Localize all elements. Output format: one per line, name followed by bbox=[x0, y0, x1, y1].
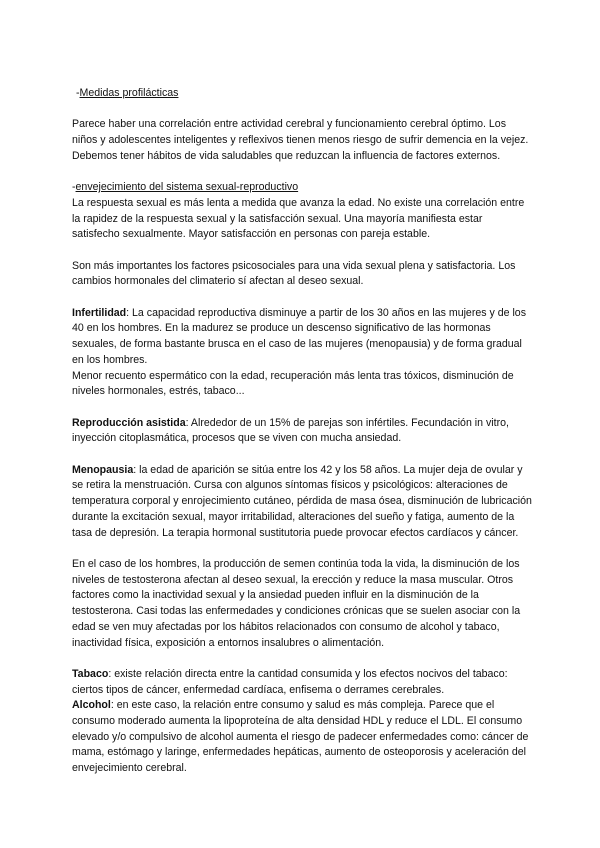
paragraph-alcohol bbox=[72, 698, 532, 777]
paragraph-reproduccion-asistida bbox=[72, 416, 532, 447]
term-body: : existe relación directa entre la cantidad consumida y los efectos nocivos del tabaco: ciertos tipos de cáncer, enfermedad cardíaca, enfisema o derrames cerebrales. bbox=[72, 667, 508, 696]
paragraph-recuento-espermatico: Menor recuento espermático con la edad, recuperación más lenta tras tóxicos, disminución de niveles hormonales, estrés, tabaco... bbox=[72, 369, 514, 398]
section-heading-envejecimiento bbox=[72, 180, 532, 196]
heading-text: envejecimiento del sistema sexual-reproductivo bbox=[75, 181, 299, 194]
term-body: : en este caso, la relación entre consumo y salud es más compleja. Parece que el consumo moderado aumenta la lipoproteína de alta densidad HDL y reduce el LDL. El consumo elevado y/o compulsivo de alcohol aumenta el riesgo de padecer enfermedades como: cáncer de mama, estómago y laringe, enfermedades hepáticas, aumento de osteoporosis y aceleración del envejecimiento cerebral. bbox=[72, 699, 529, 775]
heading-text: Medidas profilácticas bbox=[79, 87, 179, 99]
heading-dash: - bbox=[76, 87, 80, 99]
paragraph-tabaco bbox=[72, 667, 532, 698]
term-menopausia: Menopausia bbox=[72, 463, 134, 476]
paragraph-menopausia bbox=[72, 463, 532, 542]
paragraph-infertilidad bbox=[72, 306, 532, 369]
term-tabaco: Tabaco bbox=[72, 667, 109, 680]
term-body: : la edad de aparición se sitúa entre los 42 y los 58 años. La mujer deja de ovular y se retira la menstruación. Cursa con algunos síntomas físicos y psicológicos: alteraciones de temperatura corporal y enrojecimiento cutáneo, pérdida de masa ósea, disminución de lubricación durante la excitación sexual, mayor irritabilidad, alteraciones del sueño y fatiga, aumento de la tasa de depresión. La terapia hormonal sustitutoria puede provocar efectos cardíacos y cáncer. bbox=[72, 463, 532, 539]
section-heading-medidas bbox=[76, 86, 532, 102]
term-reproduccion: Reproducción asistida bbox=[72, 416, 186, 429]
term-infertilidad: Infertilidad bbox=[72, 306, 127, 319]
term-body: : Alrededor de un 15% de parejas son infértiles. Fecundación in vitro, inyección citoplasmática, procesos que se viven con mucha ansiedad. bbox=[72, 416, 509, 445]
paragraph-factores-psicosociales: Son más importantes los factores psicosociales para una vida sexual plena y satisfactoria. Los cambios hormonales del climaterio sí afectan al deseo sexual. bbox=[72, 259, 516, 288]
paragraph-actividad-cerebral: Parece haber una correlación entre actividad cerebral y funcionamiento cerebral óptimo. Los niños y adolescentes inteligentes y reflexivos tienen menos riesgo de sufrir demencia en la vejez. Debemos tener hábitos de vida saludables que reduzcan la influencia de factores externos. bbox=[72, 118, 529, 162]
term-alcohol: Alcohol bbox=[72, 699, 111, 712]
document-page bbox=[72, 86, 532, 777]
term-body: : La capacidad reproductiva disminuye a partir de los 30 años en las mujeres y de los 40 en los hombres. En la madurez se produce un descenso significativo de las hormonas sexuales, de forma bastante brusca en el caso de las mujeres (menopausia) y de forma gradual en los hombres. bbox=[72, 306, 526, 366]
paragraph-respuesta-sexual: La respuesta sexual es más lenta a medida que avanza la edad. No existe una correlación entre la rapidez de la respuesta sexual y la satisfacción sexual. Una mayoría manifiesta estar satisfecho sexualmente. Mayor satisfacción en personas con pareja estable. bbox=[72, 196, 525, 241]
heading-dash: - bbox=[72, 181, 76, 194]
paragraph-hombres: En el caso de los hombres, la producción de semen continúa toda la vida, la disminución de los niveles de testosterona afectan al deseo sexual, la erección y reduce la masa muscular. Otros factores como la inactividad sexual y la ansiedad pueden influir en la disminución de la testosterona. Casi todas las enfermedades y condiciones crónicas que se suelen asociar con la edad se ven muy afectadas por los hábitos relacionados con consumo de alcohol y tabaco, inactividad física, exposición a entornos insalubres o alimentación. bbox=[72, 557, 521, 649]
